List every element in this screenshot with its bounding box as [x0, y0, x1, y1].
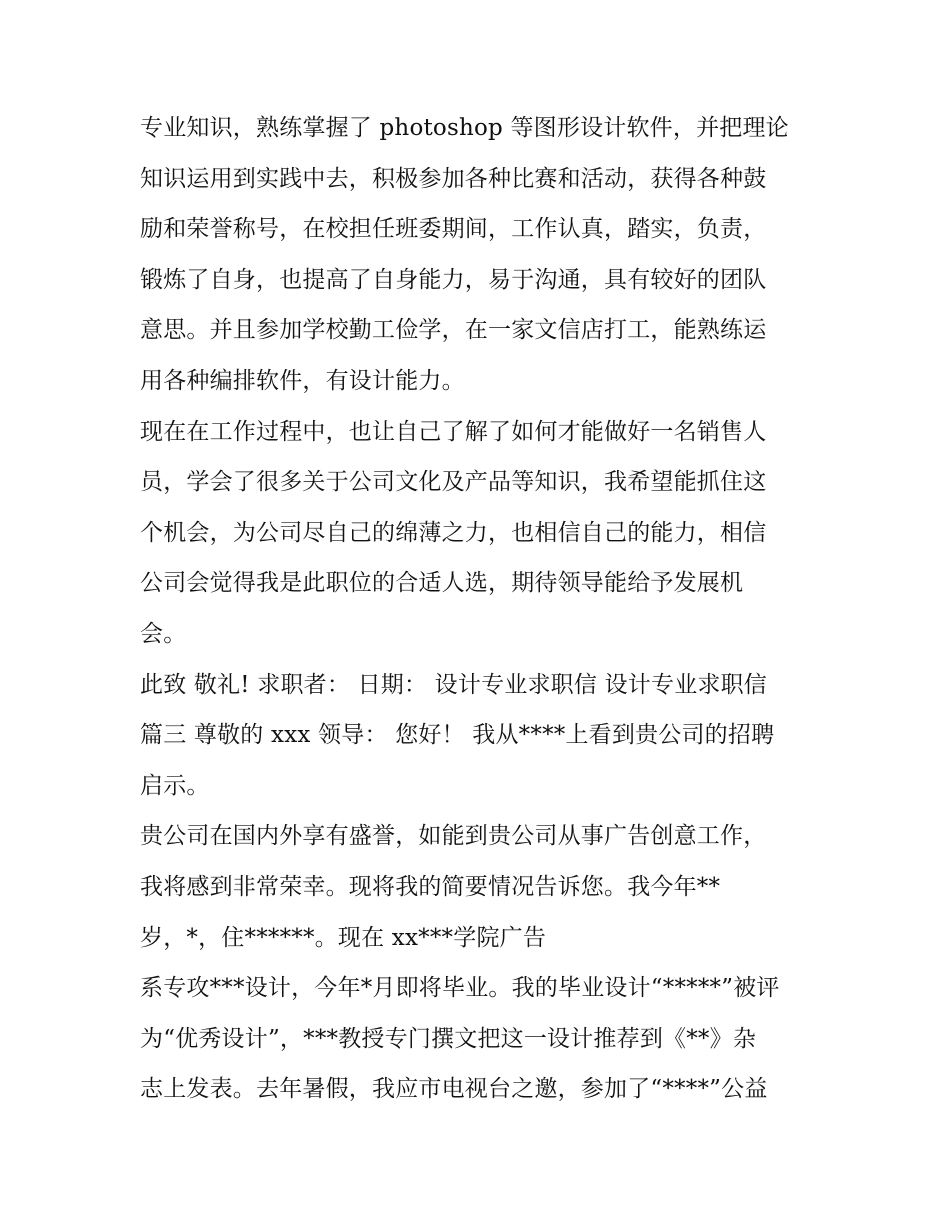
text-line: 知识运用到实践中去，积极参加各种比赛和活动，获得各种鼓 [140, 165, 767, 192]
text-line: 我将感到非常荣幸。现将我的简要情况告诉您。我今年** [140, 873, 721, 900]
text-line: 员，学会了很多关于公司文化及产品等知识，我希望能抓住这 [140, 469, 767, 496]
text-line: 意思。并且参加学校勤工俭学，在一家文信店打工，能熟练运 [140, 317, 767, 344]
text-line: 启示。 [140, 772, 210, 799]
text-line: 会。 [140, 620, 187, 647]
text-line: 励和荣誉称号，在校担任班委期间，工作认真，踏实，负责， [140, 216, 767, 243]
text-line: 岁，*，住******。现在 xx***学院广告 [140, 924, 547, 951]
text-line: 用各种编排软件，有设计能力。 [140, 367, 465, 394]
text-line: 为“优秀设计”，***教授专门撰文把这一设计推荐到《**》杂 [140, 1025, 757, 1052]
text-line: 专业知识，熟练掌握了 photoshop 等图形设计软件，并把理论 [140, 115, 789, 141]
text-line: 公司会觉得我是此职位的合适人选，期待领导能给予发展机 [140, 570, 744, 597]
text-line: 系专攻***设计，今年*月即将毕业。我的毕业设计“*****”被评 [140, 975, 780, 1002]
text-line: 志上发表。去年暑假，我应市电视台之邀，参加了“****”公益 [140, 1076, 768, 1103]
text-line: 个机会，为公司尽自己的绵薄之力，也相信自己的能力，相信 [140, 519, 767, 546]
text-line: 此致 敬礼! 求职者： 日期： 设计专业求职信 设计专业求职信 [140, 671, 767, 698]
text-line: 贵公司在国内外享有盛誉，如能到贵公司从事广告创意工作， [140, 823, 767, 850]
document-body [140, 103, 820, 1115]
text-line: 篇三 尊敬的 xxx 领导： 您好！ 我从****上看到贵公司的招聘 [140, 722, 775, 749]
text-line: 锻炼了自身，也提高了自身能力，易于沟通，具有较好的团队 [140, 266, 767, 293]
text-line: 现在在工作过程中，也让自己了解了如何才能做好一名销售人 [140, 418, 767, 445]
